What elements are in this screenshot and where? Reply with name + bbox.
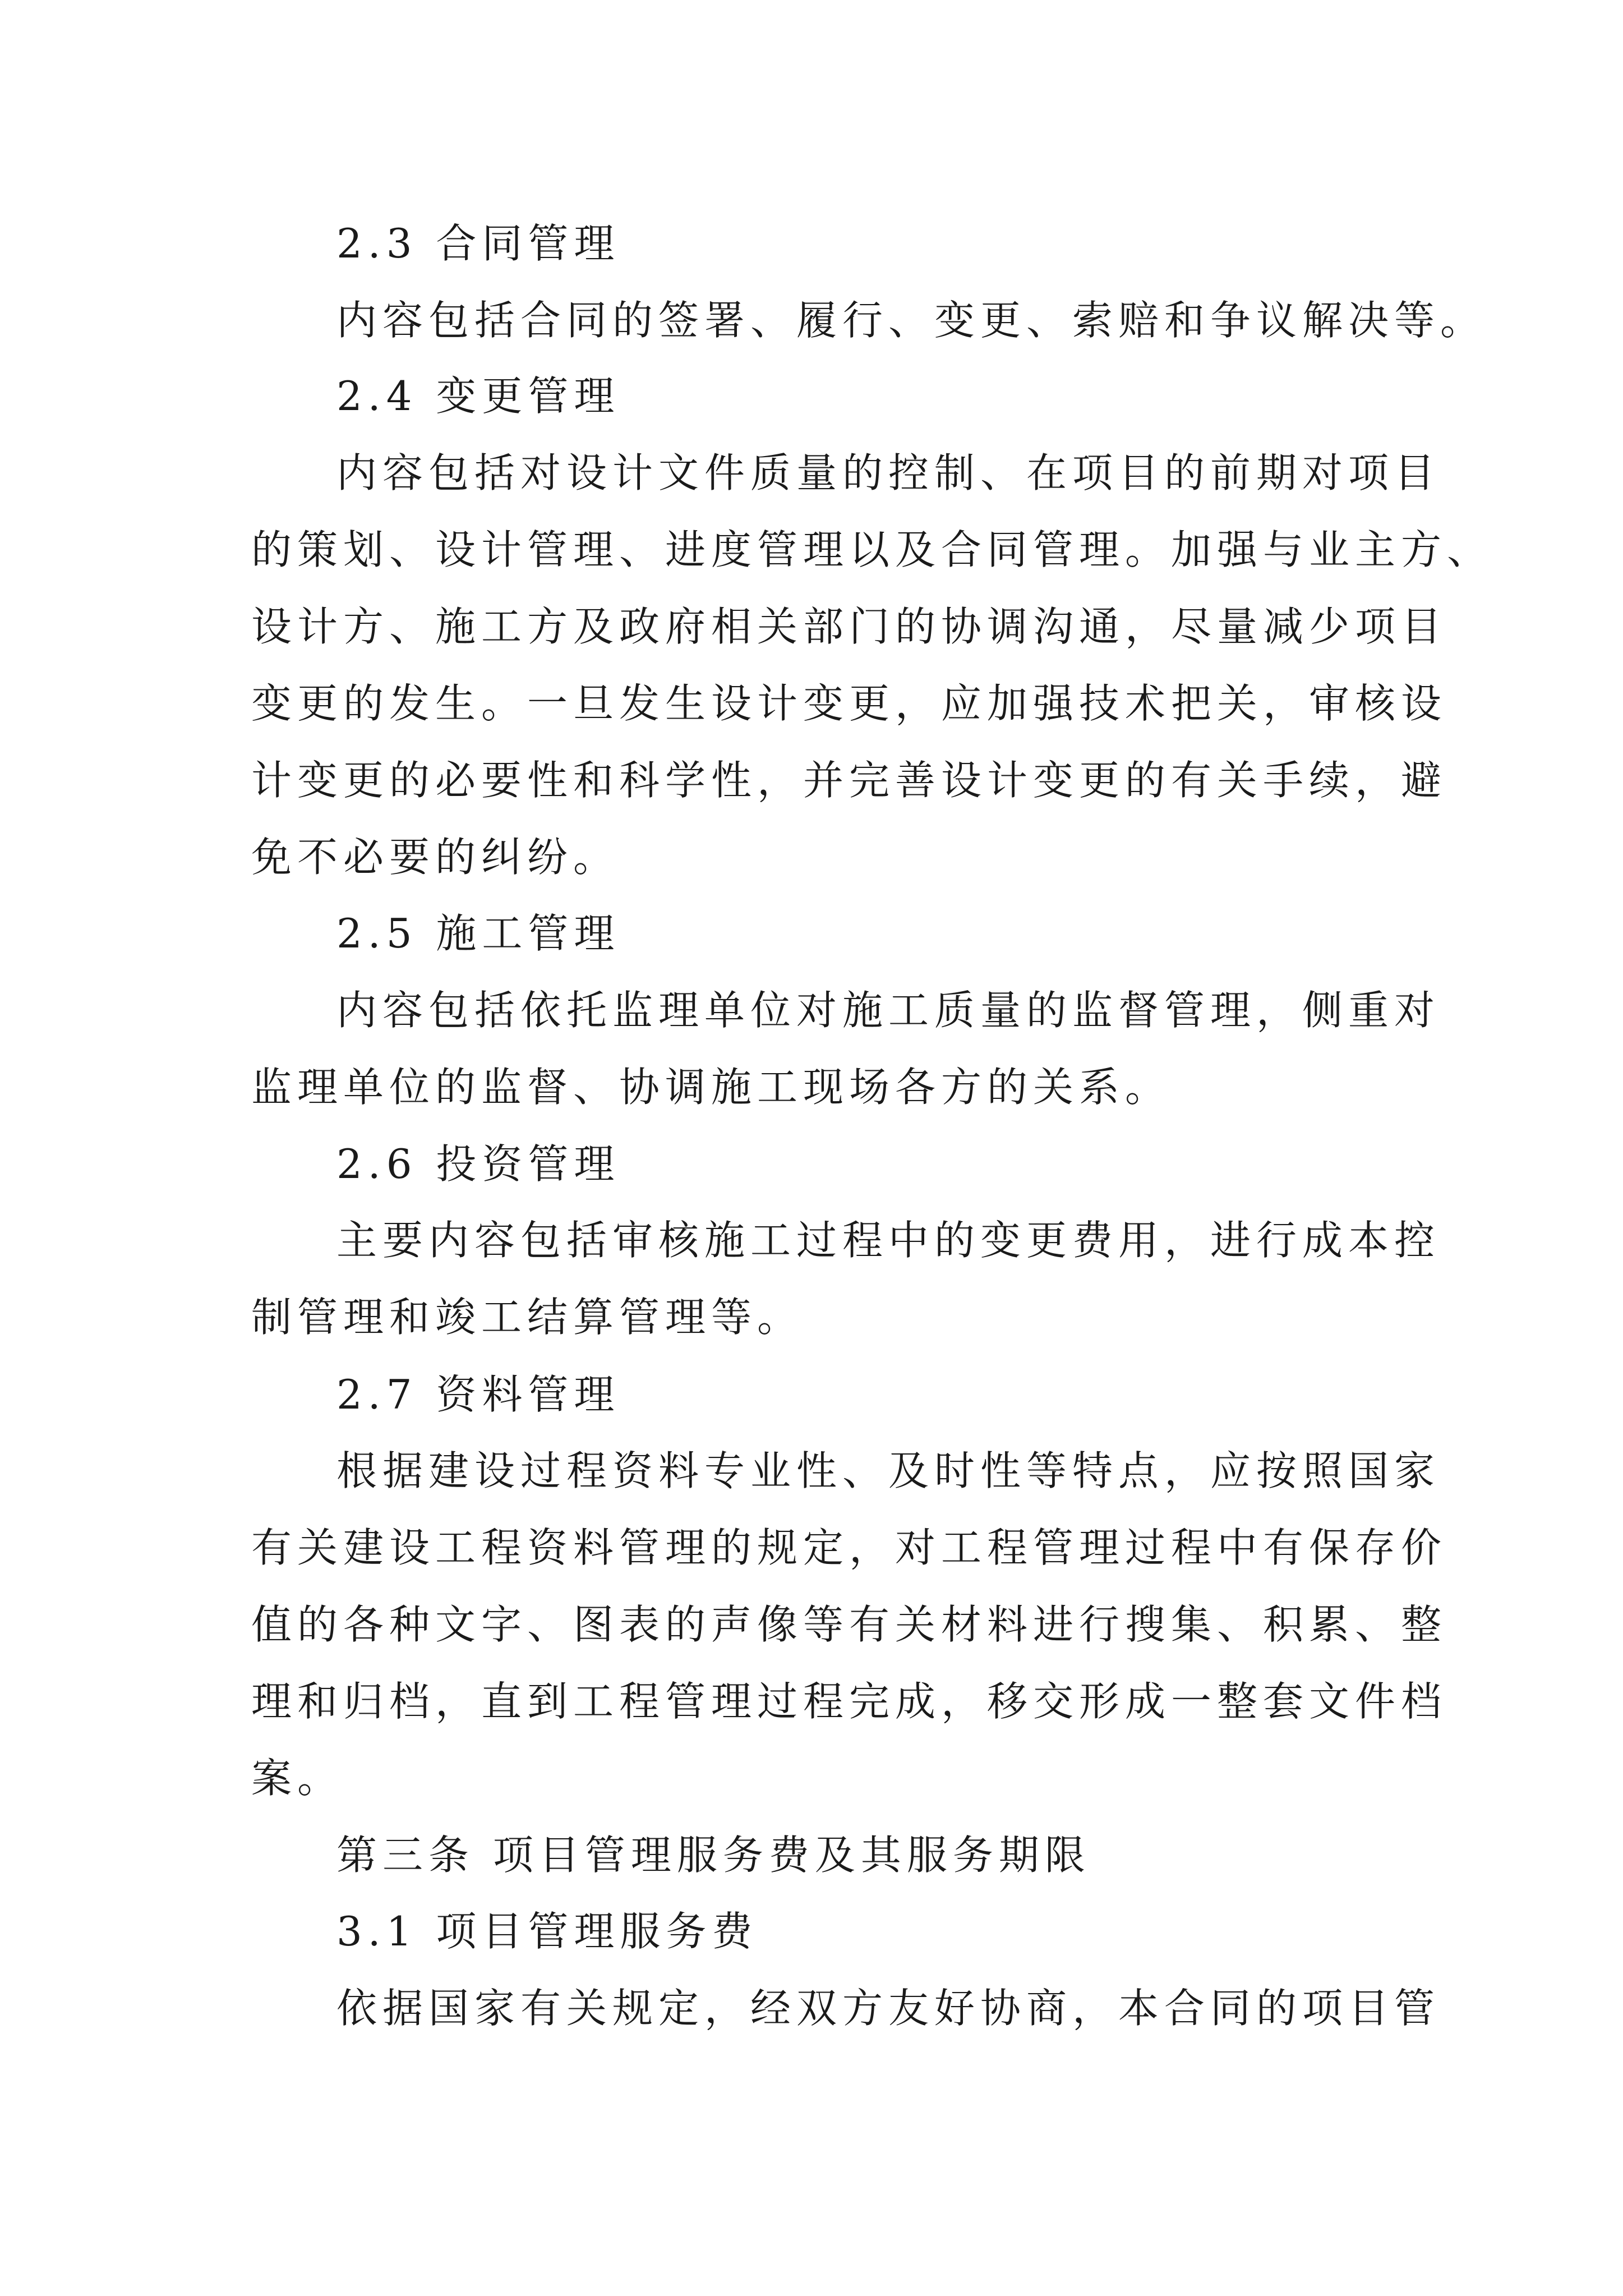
paragraph-line: 根据建设过程资料专业性、及时性等特点，应按照国家 bbox=[336, 1447, 1441, 1494]
section-heading-3-1: 3.1 项目管理服务费 bbox=[336, 1908, 758, 1955]
paragraph-line: 案。 bbox=[251, 1755, 344, 1802]
paragraph-line: 值的各种文字、图表的声像等有关材料进行搜集、积累、整 bbox=[251, 1601, 1447, 1648]
section-heading-2-6: 2.6 投资管理 bbox=[336, 1140, 620, 1188]
paragraph-line: 监理单位的监督、协调施工现场各方的关系。 bbox=[251, 1064, 1172, 1111]
section-heading-2-5: 2.5 施工管理 bbox=[336, 910, 620, 957]
section-heading-2-7: 2.7 资料管理 bbox=[336, 1371, 620, 1418]
paragraph-line: 计变更的必要性和科学性，并完善设计变更的有关手续，避 bbox=[251, 757, 1447, 804]
paragraph-line: 的策划、设计管理、进度管理以及合同管理。加强与业主方、 bbox=[251, 526, 1493, 573]
article-heading-3: 第三条 项目管理服务费及其服务期限 bbox=[336, 1832, 1091, 1879]
paragraph-line: 变更的发生。一旦发生设计变更，应加强技术把关，审核设 bbox=[251, 680, 1447, 727]
paragraph-line: 理和归档，直到工程管理过程完成，移交形成一整套文件档 bbox=[251, 1678, 1447, 1725]
paragraph-line: 依据国家有关规定，经双方友好协商，本合同的项目管 bbox=[336, 1985, 1441, 2032]
paragraph-line: 主要内容包括审核施工过程中的变更费用，进行成本控 bbox=[336, 1217, 1441, 1264]
paragraph-line: 设计方、施工方及政府相关部门的协调沟通，尽量减少项目 bbox=[251, 603, 1447, 650]
paragraph-line: 内容包括依托监理单位对施工质量的监督管理，侧重对 bbox=[336, 987, 1441, 1034]
paragraph-line: 内容包括对设计文件质量的控制、在项目的前期对项目 bbox=[336, 449, 1441, 496]
paragraph-line: 内容包括合同的签署、履行、变更、索赔和争议解决等。 bbox=[336, 297, 1487, 344]
paragraph-line: 有关建设工程资料管理的规定，对工程管理过程中有保存价 bbox=[251, 1524, 1447, 1571]
paragraph-line: 制管理和竣工结算管理等。 bbox=[251, 1294, 804, 1341]
section-heading-2-3: 2.3 合同管理 bbox=[336, 220, 620, 267]
paragraph-line: 免不必要的纠纷。 bbox=[251, 834, 620, 881]
section-heading-2-4: 2.4 变更管理 bbox=[336, 372, 620, 420]
